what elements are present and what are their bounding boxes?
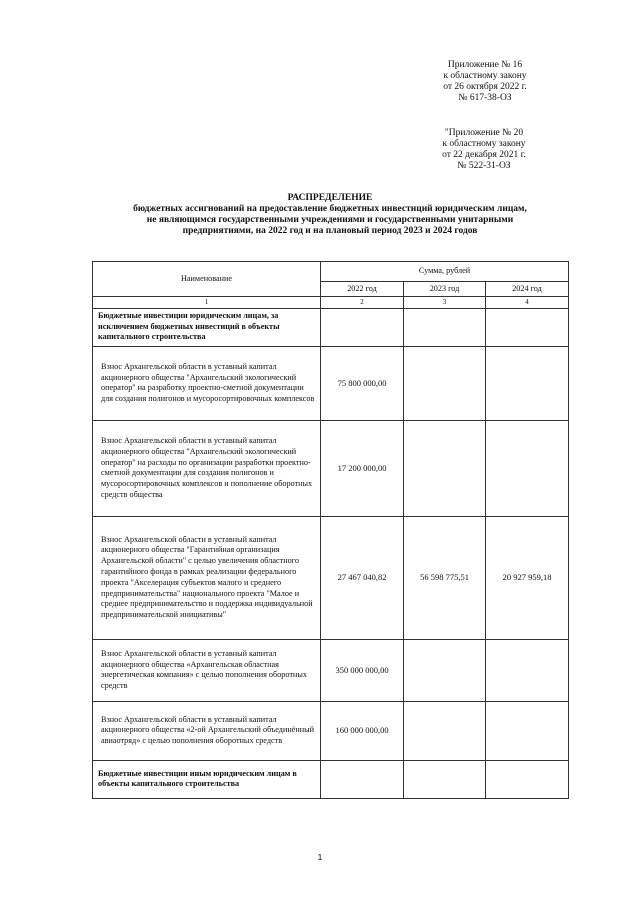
column-number-3: 3 [404, 297, 486, 309]
row-value-2022: 17 200 000,00 [321, 420, 404, 516]
title-line3: предприятиями, на 2022 год и на плановый период 2023 и 2024 годов [182, 226, 478, 236]
table-row [93, 639, 569, 701]
document-title [92, 193, 568, 237]
row-name: Взнос Архангельской области в уставный капитал акционерного общества "Гарантийная организация Архангельской области" с целью увеличения областного гарантийного фонда в рамках реализации федерального проекта "Акселерация субъектов малого и среднего предпринимательства" национального проекта "Малое и среднее предпринимательство и поддержка индивидуальной предпринимательской инициативы" [93, 516, 321, 639]
empty-cell [486, 308, 569, 346]
row-value-2023: 56 598 775,51 [404, 516, 486, 639]
column-number-1: 1 [93, 297, 321, 309]
annex-previous-line1: "Приложение № 20 [444, 128, 524, 138]
empty-cell [486, 760, 569, 798]
row-value-2022: 160 000 000,00 [321, 701, 404, 760]
title-line2: не являющимся государственными учреждениями и государственными унитарными [146, 215, 514, 225]
table-row [93, 420, 569, 516]
header-year-2023: 2023 год [404, 282, 486, 297]
row-name: Взнос Архангельской области в уставный капитал акционерного общества «Архангельская областная энергетическая компания» с целью пополнения оборотных средств [93, 639, 321, 701]
annex-current-line2: к областному закону [443, 71, 527, 81]
annex-current-line4: № 617-38-ОЗ [458, 93, 512, 103]
table-row [93, 346, 569, 420]
row-value-2024: 20 927 959,18 [486, 516, 569, 639]
row-value-2022: 350 000 000,00 [321, 639, 404, 701]
header-year-2024: 2024 год [486, 282, 569, 297]
annex-current-line1: Приложение № 16 [447, 60, 523, 70]
title-line1: бюджетных ассигнований на предоставление бюджетных инвестиций юридическим лицам, [133, 204, 527, 214]
row-value-2024 [486, 420, 569, 516]
section-row [93, 760, 569, 798]
row-value-2023 [404, 420, 486, 516]
column-number-4: 4 [486, 297, 569, 309]
column-number-2: 2 [321, 297, 404, 309]
annex-previous-line2: к областному закону [442, 139, 526, 149]
row-name: Взнос Архангельской области в уставный капитал акционерного общества "Архангельский экологический оператор" на разработку проектно-сметной документации для создания полигонов и мусоросортировочных комплексов [93, 346, 321, 420]
annex-previous-line3: от 22 декабря 2021 г. [442, 150, 526, 160]
header-name-cell: Наименование [93, 262, 321, 297]
section-row [93, 308, 569, 346]
page-number: 1 [317, 852, 323, 862]
table-row [93, 701, 569, 760]
header-year-2022: 2022 год [321, 282, 404, 297]
row-value-2022: 75 800 000,00 [321, 346, 404, 420]
row-value-2024 [486, 346, 569, 420]
row-value-2024 [486, 639, 569, 701]
row-name: Взнос Архангельской области в уставный капитал акционерного общества "Архангельский экологический оператор" на расходы по организации разработки проектно-сметной документации для создания полигонов и мусоросортировочных комплексов и пополнение оборотных средств общества [93, 420, 321, 516]
row-value-2023 [404, 701, 486, 760]
row-value-2022: 27 467 040,82 [321, 516, 404, 639]
section-title-1: Бюджетные инвестиции юридическим лицам, за исключением бюджетных инвестиций в объекты капитального строительства [93, 308, 321, 346]
header-sum-cell: Сумма, рублей [321, 262, 569, 282]
row-name: Взнос Архангельской области в уставный капитал акционерного общества «2-ой Архангельский объединённый авиаотряд» с целью пополнения оборотных средств [93, 701, 321, 760]
annex-current-line3: от 26 октября 2022 г. [443, 82, 527, 92]
title-heading: РАСПРЕДЕЛЕНИЕ [287, 193, 373, 203]
annex-previous-note [428, 128, 540, 172]
section-title-2: Бюджетные инвестиции иным юридическим лицам в объекты капитального строительства [93, 760, 321, 798]
table-row [93, 516, 569, 639]
empty-cell [321, 308, 404, 346]
budget-table [92, 261, 569, 799]
empty-cell [321, 760, 404, 798]
row-value-2023 [404, 346, 486, 420]
annex-previous-line4: № 522-31-ОЗ [457, 161, 511, 171]
row-value-2024 [486, 701, 569, 760]
empty-cell [404, 760, 486, 798]
empty-cell [404, 308, 486, 346]
annex-current-note [430, 60, 540, 104]
row-value-2023 [404, 639, 486, 701]
